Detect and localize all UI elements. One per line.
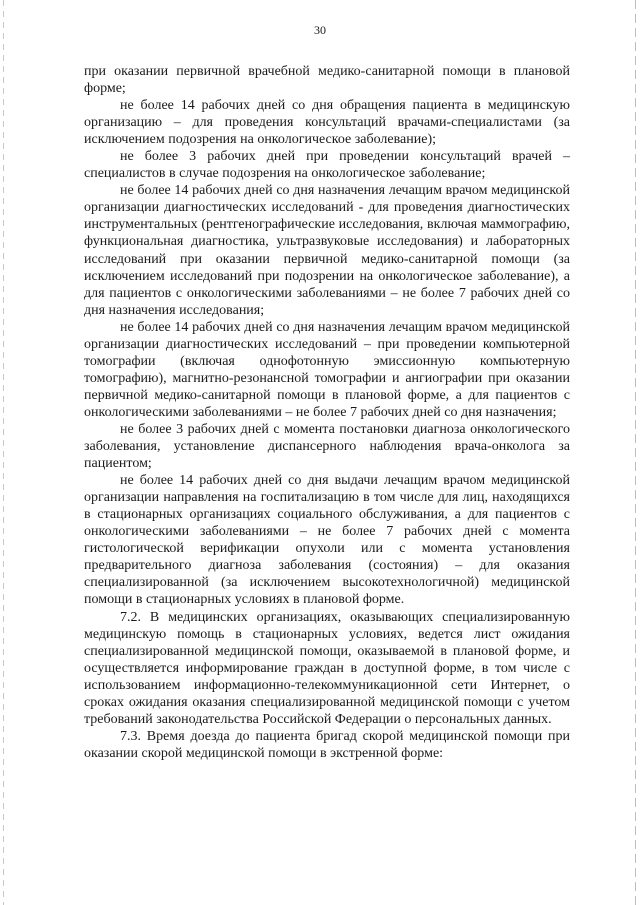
- paragraph: не более 14 рабочих дней со дня обращения пациента в медицинскую организацию – для проведения консультаций врачами-специалистами (за исключением подозрения на онкологическое заболевание);: [84, 98, 570, 148]
- paragraph: не более 14 рабочих дней со дня назначения лечащим врачом медицинской организации диагностических исследований – при проведении компьютерной томографии (включая однофотонную эмиссионную компьютерную томографию), магнитно-резонансной томографии и ангиографии при оказании первичной медико-санитарной помощи в плановой форме, а для пациентов с онкологическими заболеваниями – не более 7 рабочих дней со дня назначения;: [84, 319, 570, 420]
- paragraph: не более 14 рабочих дней со дня выдачи лечащим врачом медицинской организации направления на госпитализацию в том числе для лиц, находящихся в стационарных организациях социального обслуживания, а для пациентов с онкологическими заболеваниями – не более 7 рабочих дней с момента гистологической верификации опухоли или с момента установления предварительного диагноза заболевания (состояния) – для оказания специализированной (за исключением высокотехнологичной) медицинской помощи в стационарных условиях в плановой форме.: [84, 473, 570, 608]
- paragraph: не более 3 рабочих дней с момента постановки диагноза онкологического заболевания, установление диспансерного наблюдения врача-онколога за пациентом;: [84, 421, 570, 472]
- scan-edge-right: [635, 0, 636, 905]
- section-7-2-paragraph: 7.2. В медицинских организациях, оказывающих специализированную медицинскую помощь в стационарных условиях, ведется лист ожидания специализированной медицинской помощи, оказываемой в плановой форме, и осуществляется информирование граждан в доступной форме, в том числе с использованием информационно-телекоммуникационной сети Интернет, о сроках ожидания оказания специализированной медицинской помощи с учетом требований законодательства Российской Федерации о персональных данных.: [84, 609, 570, 727]
- scan-edge-left: [3, 0, 4, 905]
- page-number: 30: [314, 23, 326, 37]
- paragraph: не более 3 рабочих дней при проведении консультаций врачей – специалистов в случае подозрения на онкологическое заболевание;: [84, 149, 570, 182]
- section-7-3-paragraph: 7.3. Время доезда до пациента бригад скорой медицинской помощи при оказании скорой медицинской помощи в экстренной форме:: [84, 728, 570, 761]
- paragraph: при оказании первичной врачебной медико-санитарной помощи в плановой форме;: [84, 64, 570, 97]
- paragraph: не более 14 рабочих дней со дня назначения лечащим врачом медицинской организации диагностических исследований - для проведения диагностических инструментальных (рентгенографические исследования, включая маммографию, функциональная диагностика, ультразвуковые исследования) и лабораторных исследований при оказании первичной медико-санитарной помощи (за исключением исследований при подозрении на онкологическое заболевание), а для пациентов с онкологическими заболеваниями – не более 7 рабочих дней со дня назначения исследования;: [84, 183, 570, 318]
- body-text: [84, 63, 570, 762]
